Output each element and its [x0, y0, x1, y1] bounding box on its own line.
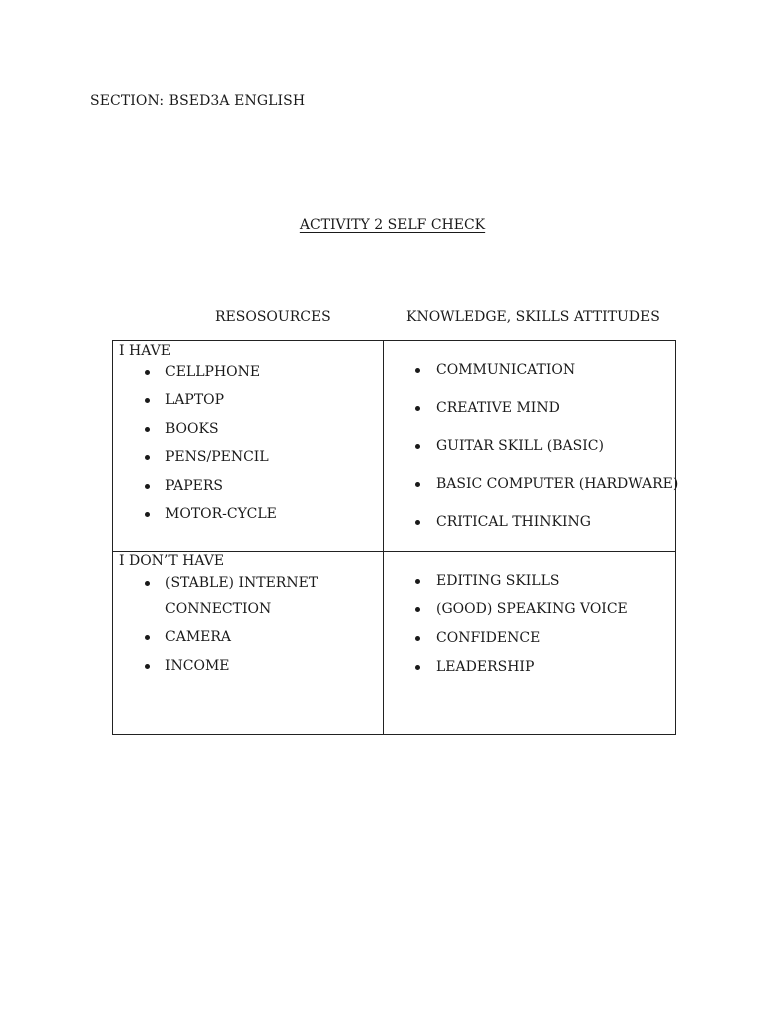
- bullet-icon: [415, 579, 420, 584]
- have-resource-item: LAPTOP: [165, 392, 225, 408]
- have-skill-item: CRITICAL THINKING: [436, 514, 591, 530]
- have-skill-item: BASIC COMPUTER (HARDWARE): [436, 476, 679, 492]
- dont-have-resource-item: CAMERA: [165, 629, 232, 645]
- bullet-icon: [415, 368, 420, 373]
- have-resource-item: PAPERS: [165, 478, 224, 494]
- bullet-icon: [415, 406, 420, 411]
- bullet-icon: [415, 636, 420, 641]
- dont-have-resource-item: INCOME: [165, 658, 230, 674]
- dont-have-resource-item: (STABLE) INTERNET: [165, 575, 319, 591]
- have-resource-item: BOOKS: [165, 421, 219, 437]
- column-divider: [383, 341, 384, 734]
- document-title-row: [0, 217, 768, 233]
- bullet-icon: [145, 512, 150, 517]
- bullet-icon: [145, 427, 150, 432]
- document-title: ACTIVITY 2 SELF CHECK: [299, 217, 486, 233]
- bullet-icon: [415, 444, 420, 449]
- bullet-icon: [145, 370, 150, 375]
- bullet-icon: [415, 482, 420, 487]
- have-skill-item: GUITAR SKILL (BASIC): [436, 438, 604, 454]
- dont-have-skill-item: CONFIDENCE: [436, 630, 541, 646]
- dont-have-skill-item: (GOOD) SPEAKING VOICE: [436, 601, 628, 617]
- row-divider: [113, 551, 675, 552]
- bullet-icon: [145, 484, 150, 489]
- bullet-icon: [415, 607, 420, 612]
- dont-have-resource-item-continued: CONNECTION: [165, 601, 272, 617]
- bullet-icon: [145, 455, 150, 460]
- i-dont-have-label: I DON’T HAVE: [119, 553, 225, 569]
- dont-have-skill-item: LEADERSHIP: [436, 659, 535, 675]
- have-skill-item: COMMUNICATION: [436, 362, 576, 378]
- have-resource-item: MOTOR-CYCLE: [165, 506, 277, 522]
- bullet-icon: [145, 635, 150, 640]
- dont-have-skill-item: EDITING SKILLS: [436, 573, 560, 589]
- have-resource-item: PENS/PENCIL: [165, 449, 269, 465]
- bullet-icon: [145, 581, 150, 586]
- i-have-label: I HAVE: [119, 343, 171, 359]
- section-line: SECTION: BSED3A ENGLISH: [90, 93, 306, 109]
- have-skill-item: CREATIVE MIND: [436, 400, 560, 416]
- bullet-icon: [145, 664, 150, 669]
- knowledge-header: KNOWLEDGE, SKILLS ATTITUDES: [406, 309, 660, 325]
- bullet-icon: [415, 665, 420, 670]
- bullet-icon: [145, 398, 150, 403]
- have-resource-item: CELLPHONE: [165, 364, 261, 380]
- bullet-icon: [415, 520, 420, 525]
- resources-header: RESOSOURCES: [215, 309, 331, 325]
- self-check-table: [112, 340, 679, 735]
